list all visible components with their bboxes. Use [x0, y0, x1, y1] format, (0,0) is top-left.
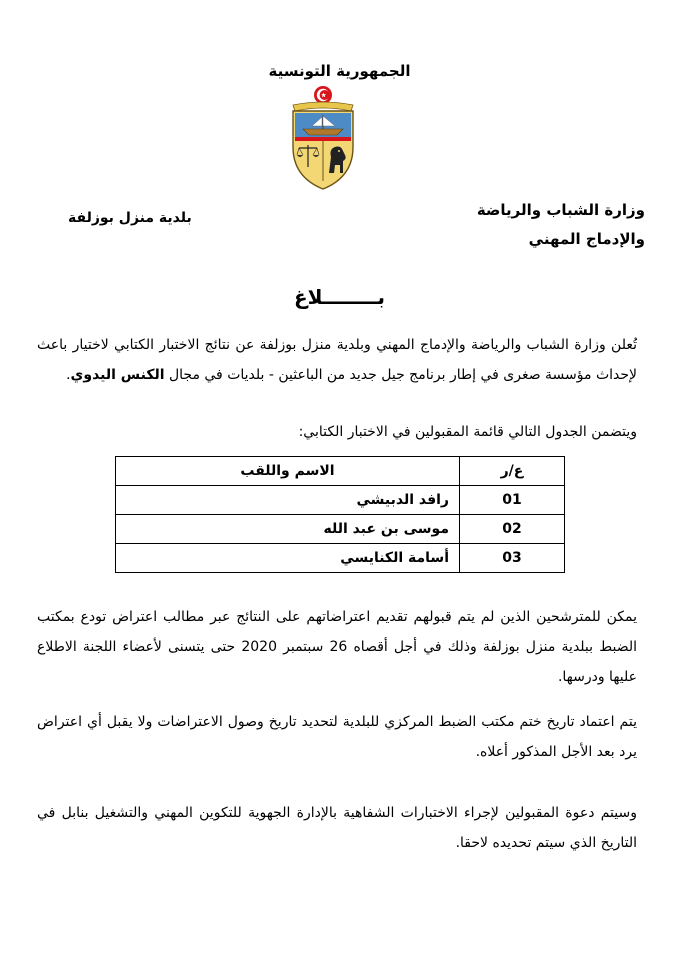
intro-paragraph: [37, 330, 637, 390]
table-row: [116, 544, 565, 573]
ministry-line-1: وزارة الشباب والرياضة: [476, 201, 645, 219]
intro-text: تُعلن وزارة الشباب والرياضة والإدماج المهني وبلدية منزل بوزلفة عن نتائج الاختبار الكتابي لاختيار باعث لإحداث مؤسسة صغرى في إطار برنامج جيل جديد من الباعثين - بلديات في مجال: [37, 337, 637, 383]
accepted-candidates-table: [115, 456, 565, 573]
objections-paragraph: يمكن للمترشحين الذين لم يتم قبولهم تقديم اعتراضاتهم على النتائج عبر مطالب اعتراض تودع بمكتب الضبط ببلدية منزل بوزلفة وذلك في أجل أقصاه 26 سبتمبر 2020 حتى يتسنى لأعضاء اللجنة الاطلاع عليها ودرسها.: [37, 609, 637, 685]
table-row: [116, 486, 565, 515]
intro-field-bold: الكنس اليدوي: [70, 367, 165, 383]
oral-exam-paragraph: وسيتم دعوة المقبولين لإجراء الاختبارات الشفاهية بالإدارة الجهوية للتكوين المهني والتشغيل بنابل في التاريخ الذي سيتم تحديده لاحقا.: [37, 805, 637, 851]
republic-heading: الجمهورية التونسية: [268, 62, 411, 80]
stamp-paragraph: يتم اعتماد تاريخ ختم مكتب الضبط المركزي للبلدية لتحديد تاريخ وصول الاعتراضات ولا يقبل أي اعتراض يرد بعد الأجل المذكور أعلاه.: [37, 714, 637, 760]
row-number: 03: [460, 544, 565, 573]
header-name: الاسم واللقب: [116, 457, 460, 486]
row-number: 02: [460, 515, 565, 544]
ministry-line-2: والإدماج المهني: [528, 230, 645, 248]
notice-title: بــــــــلاغ: [293, 285, 386, 309]
municipality-name: بلدية منزل بوزلفة: [68, 210, 192, 226]
intro-end: .: [66, 367, 71, 383]
table-header-row: [116, 457, 565, 486]
table-intro: ويتضمن الجدول التالي قائمة المقبولين في الاختبار الكتابي:: [298, 424, 637, 440]
tunisia-coat-of-arms-icon: [285, 85, 361, 193]
row-name: موسى بن عبد الله: [116, 515, 460, 544]
table-row: [116, 515, 565, 544]
ministry-name: [465, 196, 645, 254]
row-name: أسامة الكنايسي: [116, 544, 460, 573]
row-name: رافد الدبيشي: [116, 486, 460, 515]
row-number: 01: [460, 486, 565, 515]
header-number: ع/ر: [460, 457, 565, 486]
